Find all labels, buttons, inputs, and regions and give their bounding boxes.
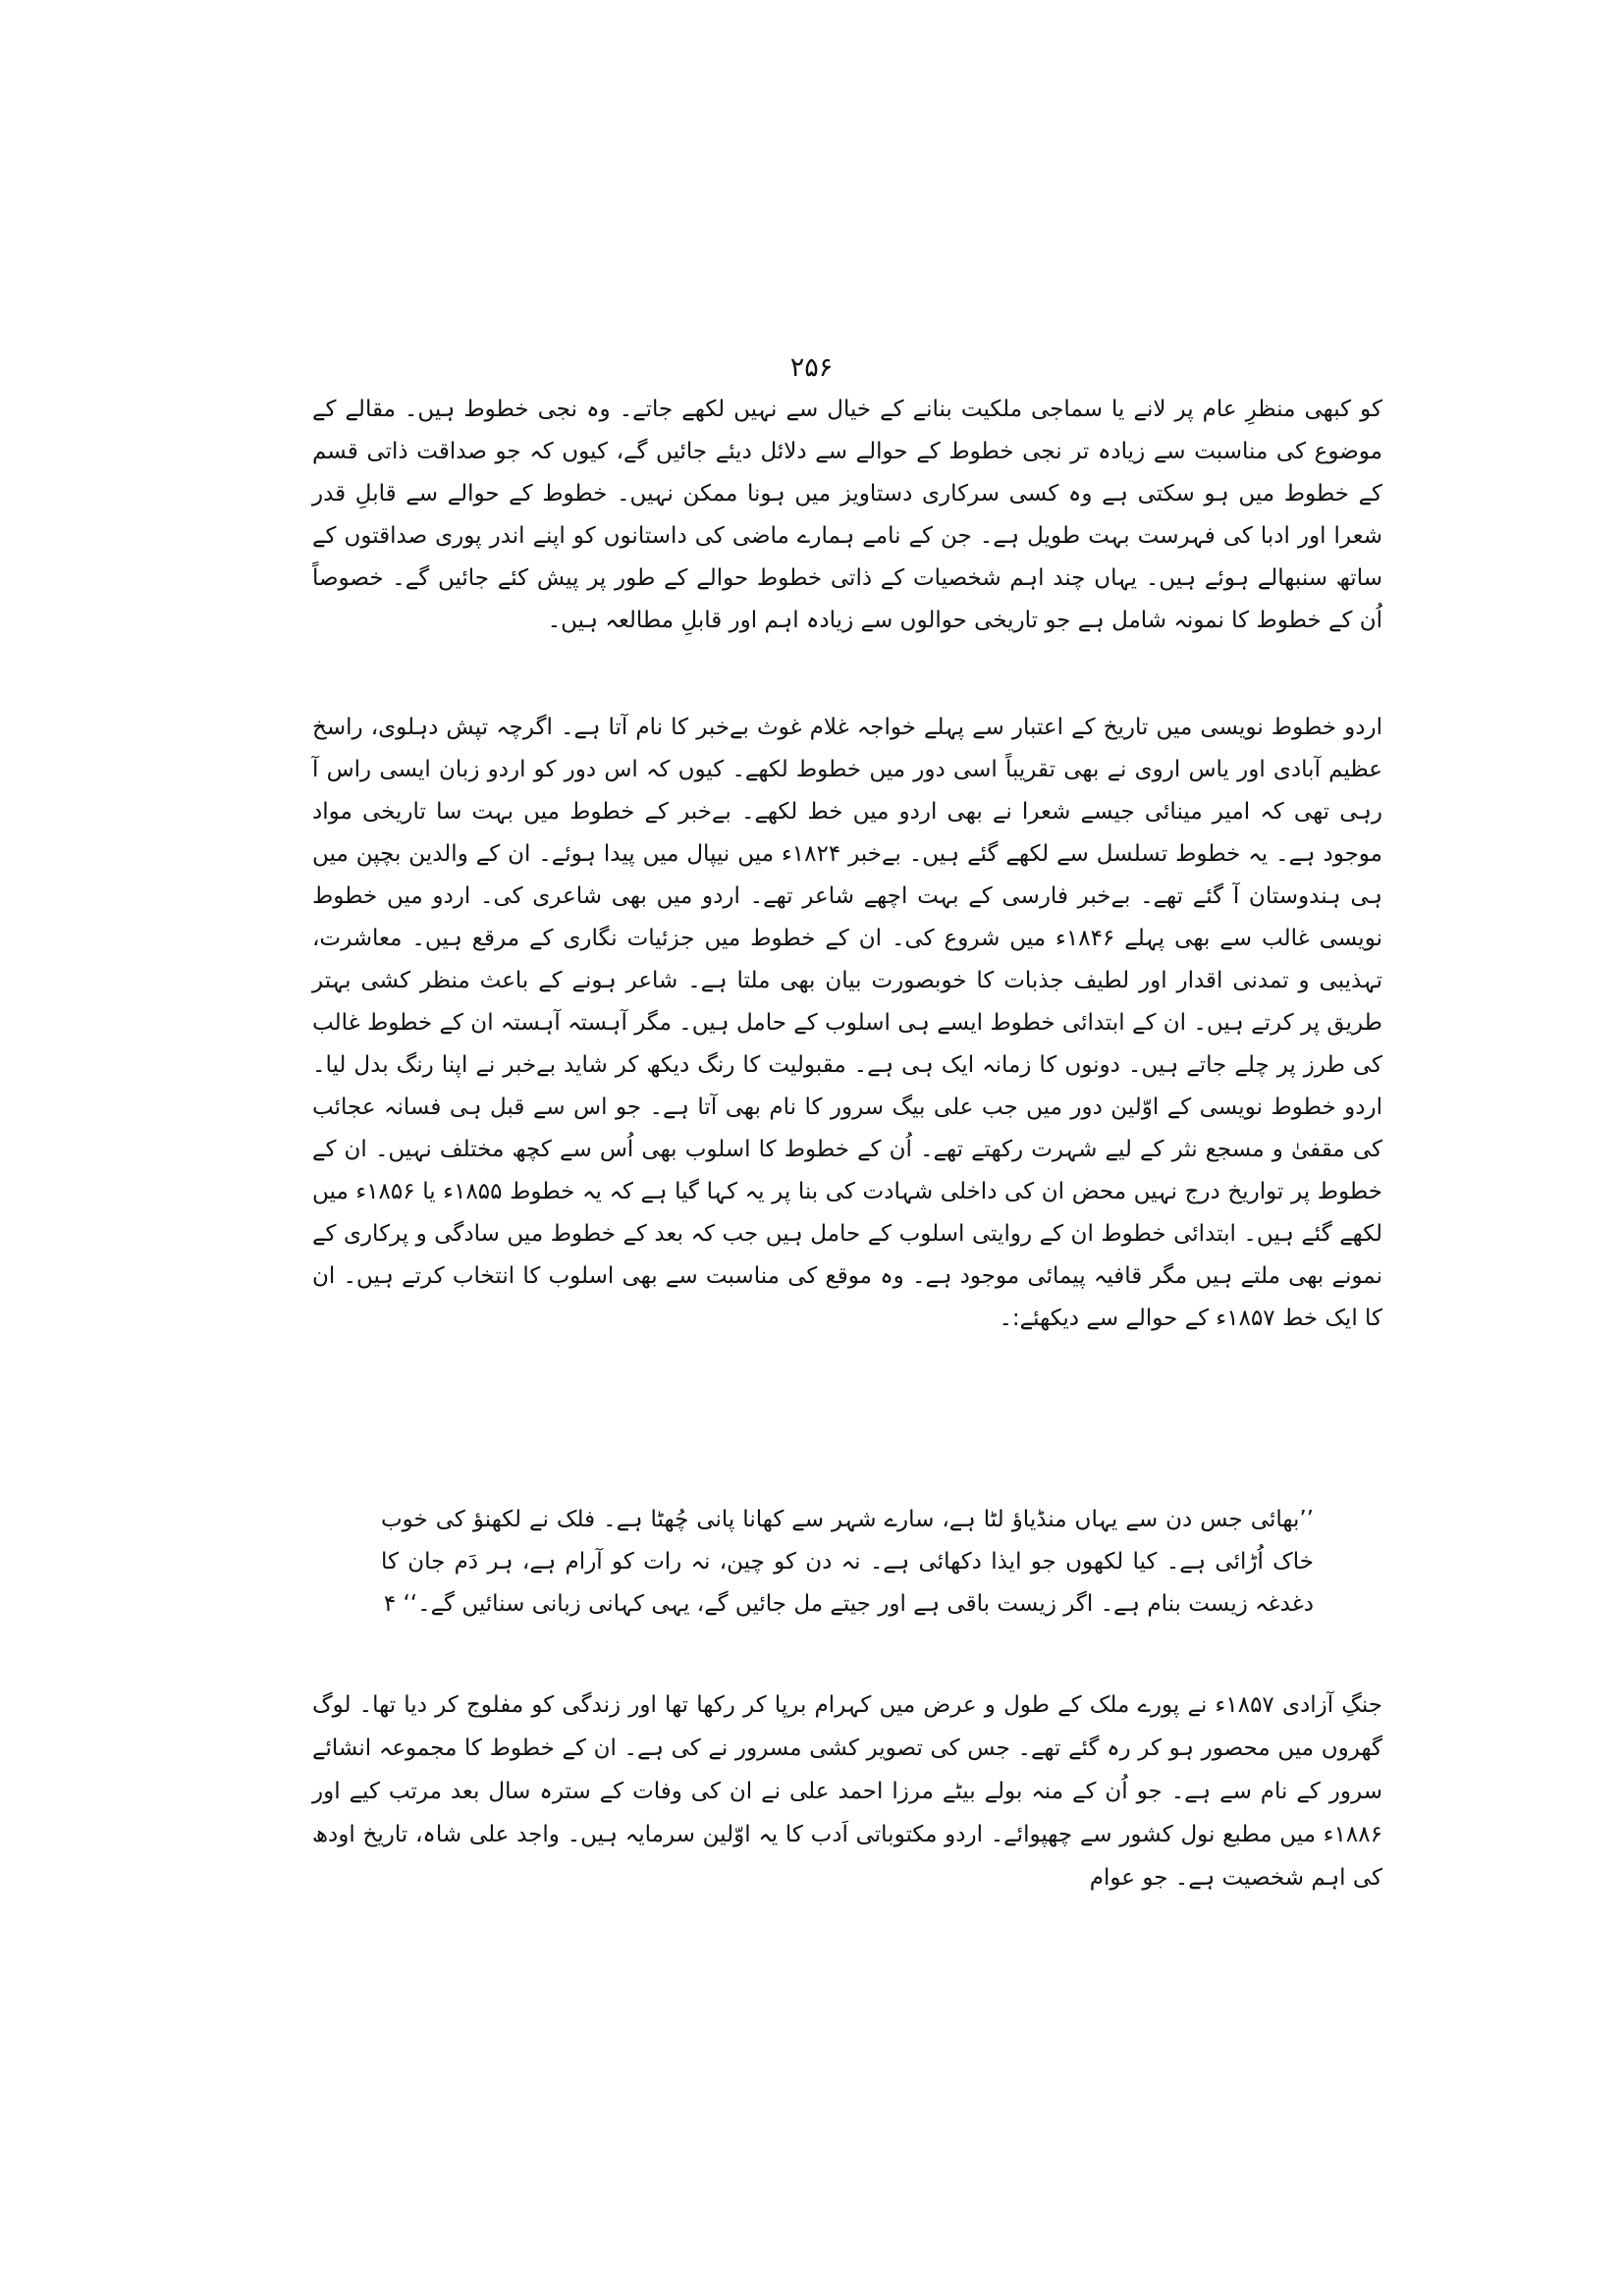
paragraph-intro: کو کبھی منظرِ عام پر لانے یا سماجی ملکیت بنانے کے خیال سے نہیں لکھے جاتے۔ وہ نجی خطوط ہیں۔ مقالے کے موضوع کی مناسبت سے زیادہ تر نجی خطوط کے حوالے سے دلائل دیئے جائیں گے، کیوں کہ جو صداقت ذاتی قسم کے خطوط میں ہو سکتی ہے وہ کسی سرکاری دستاویز میں ہونا ممکن نہیں۔ خطوط کے حوالے سے قابلِ قدر شعرا اور ادبا کی فہرست بہت طویل ہے۔ جن کے نامے ہمارے ماضی کی داستانوں کو اپنے اندر پوری صداقتوں کے ساتھ سنبھالے ہوئے ہیں۔ یہاں چند اہم شخصیات کے ذاتی خطوط حوالے کے طور پر پیش کئے جائیں گے۔ خصوصاً اُن کے خطوط کا نمونہ شامل ہے جو تاریخی حوالوں سے زیادہ اہم اور قابلِ مطالعہ ہیں۔ [312, 397, 1382, 633]
page-number: ۲۵۶ [789, 352, 834, 383]
block-quote: ’’بھائی جس دن سے یہاں منڈیاؤ لٹا ہے، سارے شہر سے کھانا پانی چُھٹا ہے۔ فلک نے لکھنؤ کی خوب خاک اُڑائی ہے۔ کیا لکھوں جو ایذا دکھائی ہے۔ نہ دن کو چین، نہ رات کو آرام ہے، ہر دَم جان کا دغدغہ زیست بنام ہے۔ اگر زیست باقی ہے اور جیتے مل جائیں گے، یہی کہانی زبانی سنائیں گے۔‘‘ ۴ [381, 1507, 1314, 1617]
paragraph-closing: جنگِ آزادی ۱۸۵۷ء نے پورے ملک کے طول و عرض میں کہرام برپا کر رکھا تھا اور زندگی کو مفلوج کر دیا تھا۔ لوگ گھروں میں محصور ہو کر رہ گئے تھے۔ جس کی تصویر کشی مسرور نے کی ہے۔ ان کے خطوط کا مجموعہ انشائے سرور کے نام سے ہے۔ جو اُن کے منہ بولے بیٹے مرزا احمد علی نے ان کی وفات کے سترہ سال بعد مرتب کیے اور ۱۸۸۶ء میں مطبع نول کشور سے چھپوائے۔ اردو مکتوباتی اَدب کا یہ اوّلین سرمایہ ہیں۔ واجد علی شاہ، تاریخ اودھ کی اہم شخصیت ہے۔ جو عوام [312, 1692, 1382, 1891]
paragraph-history: اردو خطوط نویسی میں تاریخ کے اعتبار سے پہلے خواجہ غلام غوث بےخبر کا نام آتا ہے۔ اگرچہ تپش دہلوی، راسخ عظیم آبادی اور یاس اروی نے بھی تقریباً اسی دور میں خطوط لکھے۔ کیوں کہ اس دور کو اردو زبان ایسی راس آ رہی تھی کہ امیر مینائی جیسے شعرا نے بھی اردو میں خط لکھے۔ بےخبر کے خطوط میں بہت سا تاریخی مواد موجود ہے۔ یہ خطوط تسلسل سے لکھے گئے ہیں۔ بےخبر ۱۸۲۴ء میں نیپال میں پیدا ہوئے۔ ان کے والدین بچپن میں ہی ہندوستان آ گئے تھے۔ بےخبر فارسی کے بہت اچھے شاعر تھے۔ اردو میں بھی شاعری کی۔ اردو میں خطوط نویسی غالب سے بھی پہلے ۱۸۴۶ء میں شروع کی۔ ان کے خطوط میں جزئیات نگاری کے مرقع ہیں۔ معاشرت، تہذیبی و تمدنی اقدار اور لطیف جذبات کا خوبصورت بیان بھی ملتا ہے۔ شاعر ہونے کے باعث منظر کشی بہتر طریق پر کرتے ہیں۔ ان کے ابتدائی خطوط ایسے ہی اسلوب کے حامل ہیں۔ مگر آہستہ آہستہ ان کے خطوط غالب کی طرز پر چلے جاتے ہیں۔ دونوں کا زمانہ ایک ہی ہے۔ مقبولیت کا رنگ دیکھ کر شاید بےخبر نے اپنا رنگ بدل لیا۔ اردو خطوط نویسی کے اوّلین دور میں جب علی بیگ سرور کا نام بھی آتا ہے۔ جو اس سے قبل ہی فسانہ عجائب کی مقفیٰ و مسجع نثر کے لیے شہرت رکھتے تھے۔ اُن کے خطوط کا اسلوب بھی اُس سے کچھ مختلف نہیں۔ ان کے خطوط پر تواریخ درج نہیں محض ان کی داخلی شہادت کی بنا پر یہ کہا گیا ہے کہ یہ خطوط ۱۸۵۵ء یا ۱۸۵۶ء میں لکھے گئے ہیں۔ ابتدائی خطوط ان کے روایتی اسلوب کے حامل ہیں جب کہ بعد کے خطوط میں سادگی و پرکاری کے نمونے بھی ملتے ہیں مگر قافیہ پیمائی موجود ہے۔ وہ موقع کی مناسبت سے بھی اسلوب کا انتخاب کرتے ہیں۔ ان کا ایک خط ۱۸۵۷ء کے حوالے سے دیکھئے:۔ [312, 715, 1383, 1331]
